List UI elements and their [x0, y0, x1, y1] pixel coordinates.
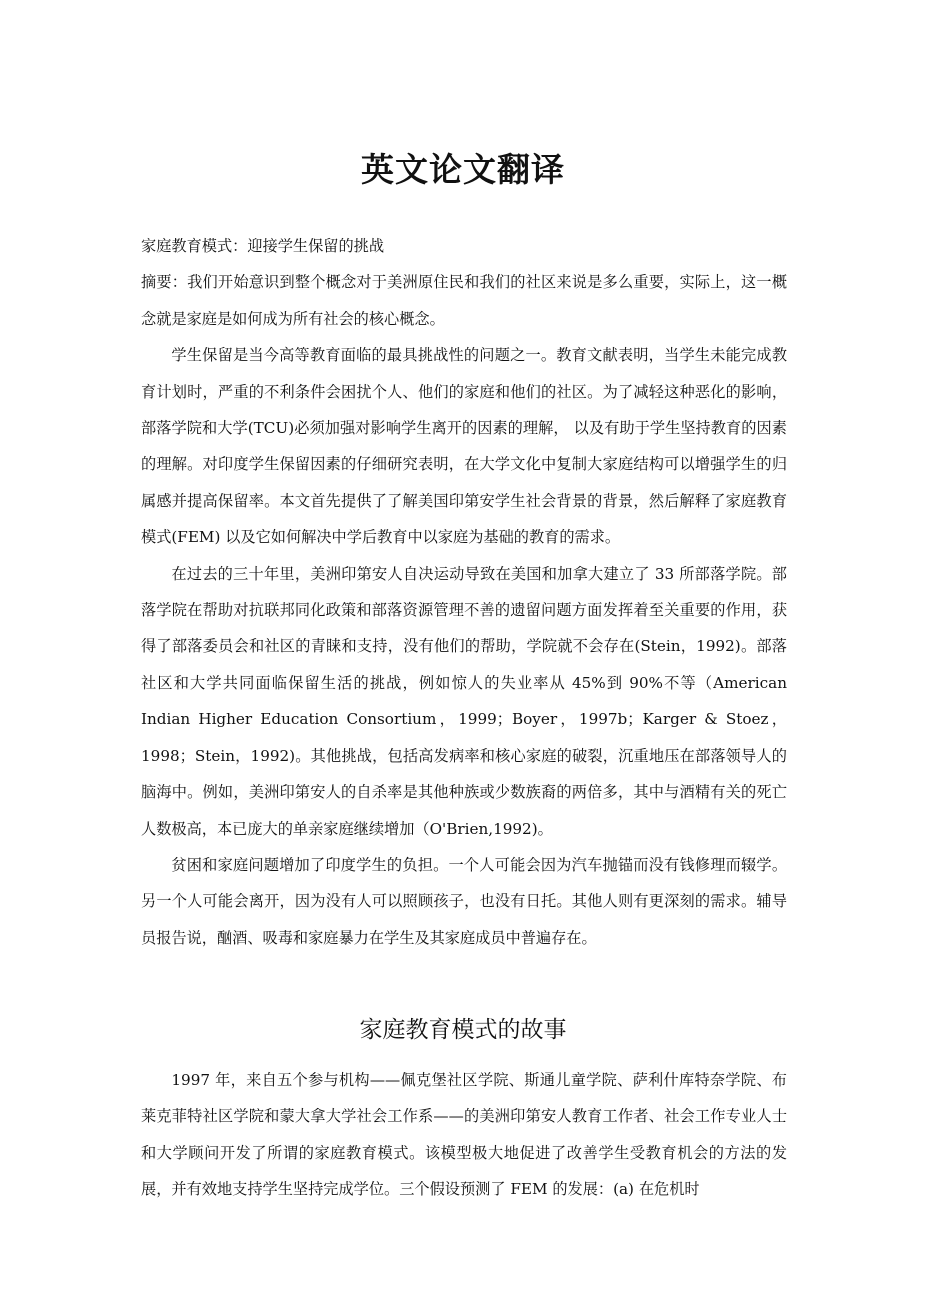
- abstract-paragraph: 摘要：我们开始意识到整个概念对于美洲原住民和我们的社区来说是多么重要，实际上，这一概念就是家庭是如何成为所有社会的核心概念。: [141, 273, 787, 328]
- body-paragraph-2: 在过去的三十年里，美洲印第安人自决运动导致在美国和加拿大建立了 33 所部落学院。部落学院在帮助对抗联邦同化政策和部落资源管理不善的遗留问题方面发挥着至关重要的作用，获得了部落委员会和社区的青睐和支持，没有他们的帮助，学院就不会存在(Stein，1992)。部落社区和大学共同面临保留生活的挑战，例如惊人的失业率从 45%到 90%不等（American Indian Higher Education Consortium，1999；Boyer，1997b；Karger & Stoez，1998；Stein，1992)。其他挑战，包括高发病率和核心家庭的破裂，沉重地压在部落领导人的脑海中。例如，美洲印第安人的自杀率是其他种族或少数族裔的两倍多，其中与酒精有关的死亡人数极高，本已庞大的单亲家庭继续增加（O'Brien,1992)。: [141, 564, 787, 838]
- section-heading: 家庭教育模式的故事: [359, 1017, 567, 1043]
- article-subtitle: 家庭教育模式：迎接学生保留的挑战: [141, 237, 384, 255]
- section-paragraph: 1997 年，来自五个参与机构——佩克堡社区学院、斯通儿童学院、萨利什库特奈学院、布莱克菲特社区学院和蒙大拿大学社会工作系——的美洲印第安人教育工作者、社会工作专业人士和大学顾问开发了所谓的家庭教育模式。该模型极大地促进了改善学生受教育机会的方法的发展，并有效地支持学生坚持完成学位。三个假设预测了 FEM 的发展：(a) 在危机时: [141, 1071, 787, 1199]
- document-title: 英文论文翻译: [361, 150, 565, 189]
- body-paragraph-1: 学生保留是当今高等教育面临的最具挑战性的问题之一。教育文献表明，当学生未能完成教育计划时，严重的不利条件会困扰个人、他们的家庭和他们的社区。为了减轻这种恶化的影响，部落学院和大学(TCU)必须加强对影响学生离开的因素的理解， 以及有助于学生坚持教育的因素的理解。对印度学生保留因素的仔细研究表明，在大学文化中复制大家庭结构可以增强学生的归属感并提高保留率。本文首先提供了了解美国印第安学生社会背景的背景，然后解释了家庭教育模式(FEM) 以及它如何解决中学后教育中以家庭为基础的教育的需求。: [141, 346, 787, 547]
- body-paragraph-3: 贫困和家庭问题增加了印度学生的负担。一个人可能会因为汽车抛锚而没有钱修理而辍学。另一个人可能会离开，因为没有人可以照顾孩子，也没有日托。其他人则有更深刻的需求。辅导员报告说，酗酒、吸毒和家庭暴力在学生及其家庭成员中普遍存在。: [141, 855, 787, 947]
- section-body: [141, 1062, 787, 1208]
- document-body: [141, 228, 787, 956]
